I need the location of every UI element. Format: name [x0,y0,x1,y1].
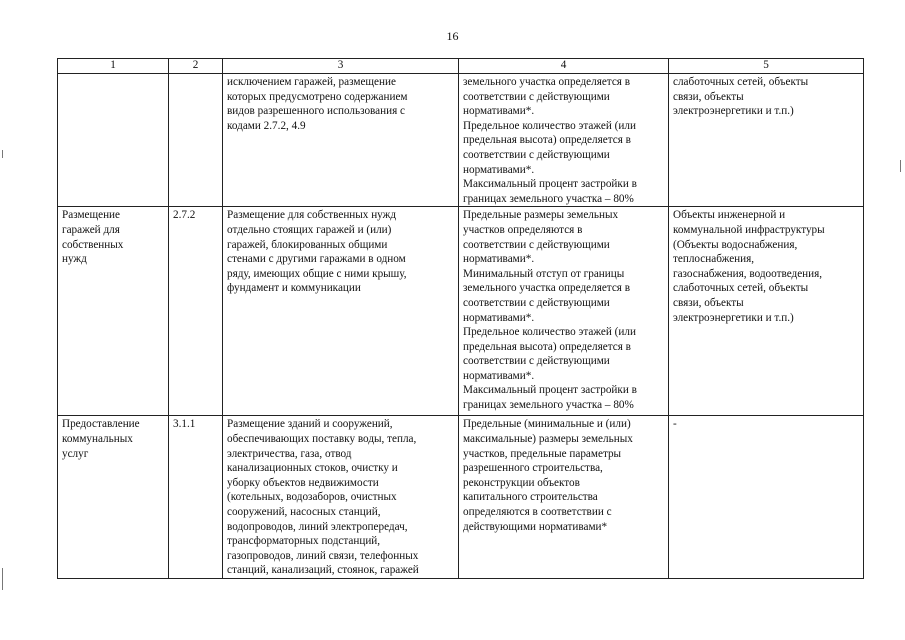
scan-mark-right [900,160,901,172]
header-col-4: 4 [459,59,669,74]
scan-mark-left-bottom [2,568,3,590]
cell-use-parameters: земельного участка определяется в соответствии с действующими нормативами*. Предельное количество этажей (или предельная высота) определяется в соответствии с действующими нормативами*. Максимальный процент застройки в границах земельного участка – 80% [459,74,669,207]
table-row [58,416,864,579]
cell-use-objects: слаботочных сетей, объекты связи, объекты электроэнергетики и т.п.) [669,74,864,207]
header-col-5: 5 [669,59,864,74]
cell-use-objects: Объекты инженерной и коммунальной инфраструктуры (Объекты водоснабжения, теплоснабжения, газоснабжения, водоотведения, слаботочных сетей, объекты связи, объекты электроэнергетики и т.п.) [669,207,864,416]
cell-use-name: Размещение гаражей для собственных нужд [58,207,169,416]
cell-use-description: исключением гаражей, размещение которых предусмотрено содержанием видов разрешенного использования с кодами 2.7.2, 4.9 [223,74,459,207]
table-row [58,207,864,416]
cell-use-objects: - [669,416,864,579]
cell-use-description: Размещение зданий и сооружений, обеспечивающих поставку воды, тепла, электричества, газа, отвод канализационных стоков, очистку и уборку объектов недвижимости (котельных, водозаборов, очистных сооружений, насосных станций, водопроводов, линий электропередач, трансформаторных подстанций, газопроводов, линий связи, телефонных станций, канализаций, стоянок, гаражей [223,416,459,579]
cell-use-parameters: Предельные (минимальные и (или) максимальные) размеры земельных участков, предельные параметры разрешенного строительства, реконструкции объектов капитального строительства определяются в соответствии с действующими нормативами* [459,416,669,579]
header-col-1: 1 [58,59,169,74]
cell-use-name [58,74,169,207]
scan-mark-left [2,150,3,158]
header-col-3: 3 [223,59,459,74]
cell-use-code: 3.1.1 [169,416,223,579]
cell-use-name: Предоставление коммунальных услуг [58,416,169,579]
land-use-table [57,58,864,579]
cell-use-description: Размещение для собственных нужд отдельно стоящих гаражей и (или) гаражей, блокированных общими стенами с другими гаражами в одном ряду, имеющих общие с ними крышу, фундамент и коммуникации [223,207,459,416]
page-number: 16 [446,29,459,43]
header-col-2: 2 [169,59,223,74]
cell-use-code [169,74,223,207]
cell-use-parameters: Предельные размеры земельных участков определяются в соответствии с действующими нормативами*. Минимальный отступ от границы земельного участка определяется в соответствии с действующими нормативами*. Предельное количество этажей (или предельная высота) определяется в соответствии с действующими нормативами*. Максимальный процент застройки в границах земельного участка – 80% [459,207,669,416]
header-row [58,59,864,74]
cell-use-code: 2.7.2 [169,207,223,416]
table-row [58,74,864,207]
